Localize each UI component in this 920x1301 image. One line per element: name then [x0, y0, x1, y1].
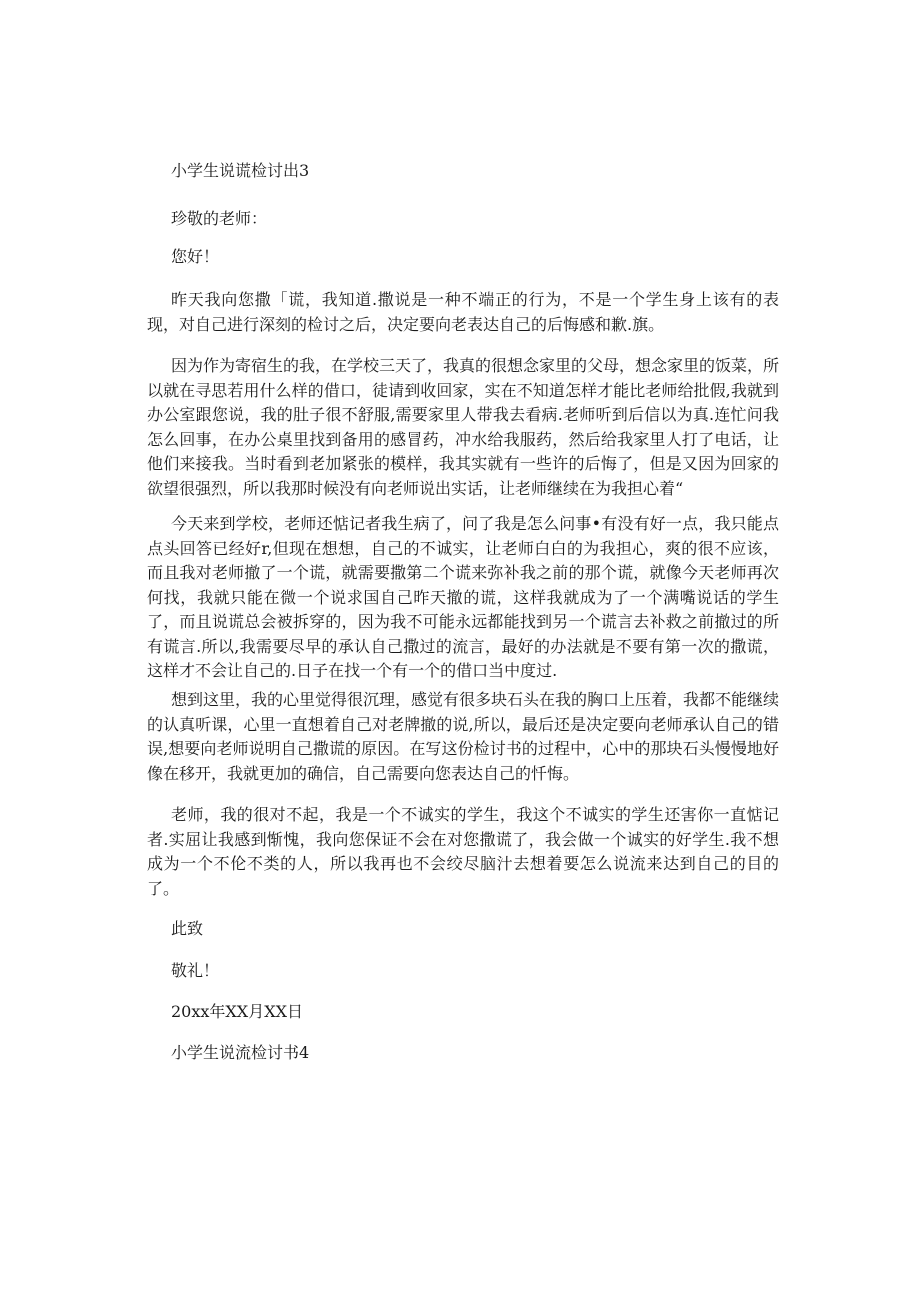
paragraph-4: 想到这里，我的心里觉得很沉理，感觉有很多块石头在我的胸口上压着，我都不能继续的认真听课，心里一直想着自己对老牌撤的说,所以，最后还是决定要向老师承认自己的错误,想要向老师说明自己撒谎的原因。在写这份检讨书的过程中，心中的那块石头慢慢地好像在移开，我就更加的确信，自己需要向您表达自己的忏悔。	[147, 690, 780, 783]
salutation: 珍敬的老师：	[171, 209, 268, 228]
paragraph-1: 昨天我向您撒「谎，我知道.撒说是一种不端正的行为，不是一个学生身上该有的表现，对自己进行深刻的检讨之后，决定要向老表达自己的后悔感和歉.旗。	[147, 290, 779, 334]
greeting: 您好！	[171, 247, 220, 266]
closing-line-1: 此致	[171, 919, 204, 938]
document-title: 小学生说谎检讨出3	[171, 161, 310, 180]
closing-line-2: 敬礼！	[171, 961, 220, 980]
document-date: 20xx年XX月XX日	[171, 1002, 303, 1021]
paragraph-2: 因为作为寄宿生的我，在学校三天了，我真的很想念家里的父母，想念家里的饭菜，所以就在寻思若用什么样的借口，徒请到收回家，实在不知道怎样才能比老师给批假,我就到办公室跟您说，我的肚子很不舒服,需要家里人带我去看病.老师听到后信以为真.连忙问我怎么回事，在办公桌里找到备用的感冒药，冲水给我服药，然后给我家里人打了电话，让他们来接我。当时看到老加紧张的模样，我其实就有一些许的后悔了，但是又因为回家的欲望很强烈，所以我那时候没有向老师说出实话，让老师继续在为我担心着“	[147, 356, 780, 498]
paragraph-5: 老师，我的很对不起，我是一个不诚实的学生，我这个不诚实的学生还害你一直惦记者.实屈让我感到惭愧，我向您保证不会在对您撒谎了，我会做一个诚实的好学生.我不想成为一个不伦不类的人，所以我再也不会绞尽脑汁去想着要怎么说流来达到自己的目的了。	[147, 805, 779, 898]
next-document-title: 小学生说流检讨书4	[171, 1043, 310, 1062]
paragraph-3: 今天来到学校，老师还惦记者我生病了，问了我是怎么问事•有没有好一点，我只能点点头回答已经好r,但现在想想，自己的不诚实，让老师白白的为我担心，爽的很不应该，而且我对老师撤了一个谎，就需要撒第二个谎来弥补我之前的那个谎，就像今天老师再次何找，我就只能在微一个说求国自己昨天撤的谎，这样我就成为了一个满嘴说话的学生了，而且说谎总会被拆穿的，因为我不可能永远都能找到另一个谎言去补救之前撤过的所有谎言.所以,我需要尽早的承认自己撒过的流言，最好的办法就是不要有第一次的撒谎，这样才不会让自己的.日子在找一个有一个的借口当中度过.	[147, 514, 779, 680]
